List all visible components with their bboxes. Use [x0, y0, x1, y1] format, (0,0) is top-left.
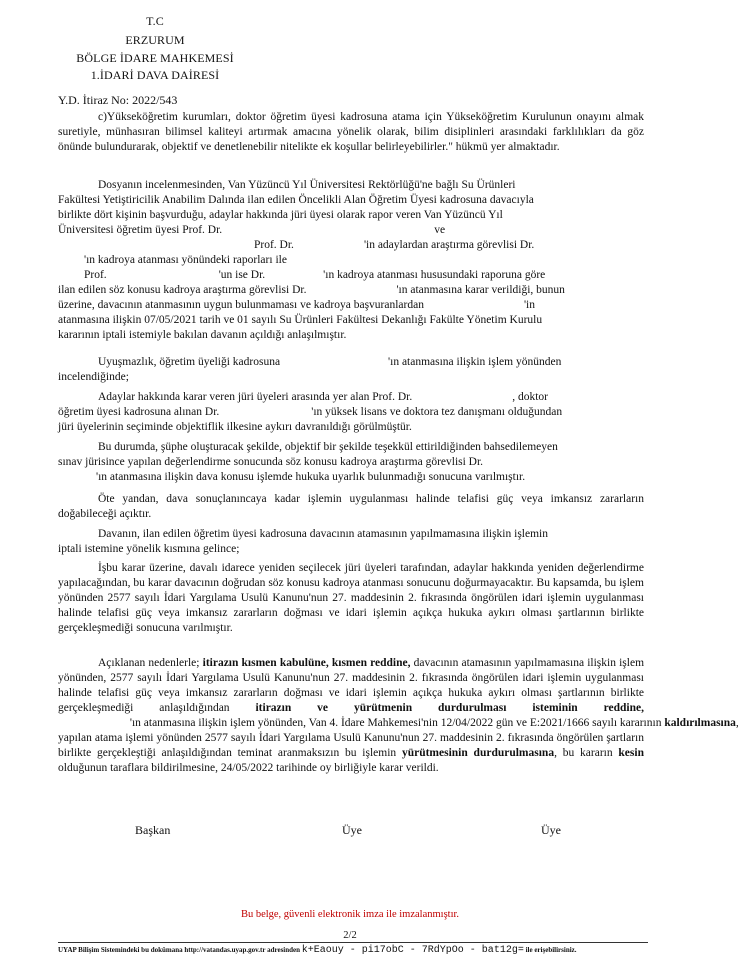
text-line: üzerine, davacının atanmasının uygun bulunmaması ve kadroya başvuranlardan 'in: [58, 299, 535, 311]
signature-president: Başkan: [135, 823, 171, 837]
paragraph-jury: Adaylar hakkında karar veren jüri üyeleri arasında yer alan Prof. Dr. , doktor öğretim üyesi kadrosuna alınan Dr. 'ın yüksek lisans ve doktora tez danışmanı olduğundan jüri üyelerinin seçiminde objektiflik ilkesine aykırı davranıldığı görülmüştür.: [58, 391, 563, 433]
paragraph-law-text: c)Yükseköğretim kurumları, doktor öğretim üyesi kadrosuna atama için Yükseköğretim Kurulunun onayını almak suretiyle, münhasıran bilimsel kaliteyi artırmak amacına yönelik olarak, bilim disiplinleri arasındaki farklılıkları da göz önünde bulundurarak, objektif ve denetlenebilir nitelikte ek koşullar belirleyebilirler." hükmü yer almaktadır.: [58, 111, 644, 153]
text-line: atanmasına ilişkin 07/05/2021 tarih ve 01 sayılı Su Ürünleri Fakültesi Dekanlığı Fakülte Yönetim Kurulu: [58, 314, 543, 326]
text-line: Prof. Dr. 'in adaylardan araştırma görevlisi Dr.: [254, 239, 535, 251]
signature-member-1: Üye: [342, 823, 362, 837]
paragraph-annulment-request: Davanın, ilan edilen öğretim üyesi kadrosuna davacının atamasının yapılmamasına ilişkin işlemin iptali istemine yönelik kısmına gelince;: [58, 528, 548, 555]
e-signature-notice: Bu belge, güvenli elektronik imza ile imzalanmıştır.: [240, 909, 460, 920]
text-line: birlikte dört kişinin başvurduğu, adaylar hakkında jüri üyesi olarak rapor veren Van Yüzüncü Yıl: [58, 209, 503, 221]
page-number: 2/2: [343, 930, 357, 941]
case-number: Y.D. İtiraz No: 2022/543: [58, 93, 178, 107]
text-line: Fakültesi Yetiştiricilik Anabilim Dalında ilan edilen Öncelikli Alan Öğretim Üyesi kadrosuna davacıyla: [58, 194, 534, 206]
text-line: kararının iptali istemiyle bakılan davanın açıldığı anlaşılmıştır.: [58, 329, 347, 341]
text-line: Üniversitesi öğretim üyesi Prof. Dr. ve: [58, 224, 446, 236]
signature-member-2: Üye: [541, 823, 561, 837]
header-city: ERZURUM: [125, 33, 185, 47]
footer-divider: [58, 942, 648, 943]
header-court: BÖLGE İDARE MAHKEMESİ: [76, 51, 234, 65]
text-line: 'ın kadroya atanması yönündeki raporları ile: [84, 254, 287, 266]
paragraph-dispute: Uyuşmazlık, öğretim üyeliği kadrosuna 'ın atanmasına ilişkin işlem yönünden incelendiğinde;: [58, 356, 562, 383]
text-line: Dosyanın incelenmesinden, Van Yüzüncü Yıl Üniversitesi Rektörlüğü'ne bağlı Su Ürünleri: [98, 179, 516, 191]
text-line: ilan edilen söz konusu kadroya araştırma görevlisi Dr. 'ın atanmasına karar verildiği, bunun: [58, 284, 565, 296]
verification-code: k+Eaouy - pi17obC - 7RdYpOo - bat12g=: [301, 945, 524, 956]
paragraph-irreparable-harm: Öte yandan, dava sonuçlanıncaya kadar işlemin uygulanması halinde telafisi güç veya imkansız zararların doğabileceği açıktır.: [58, 493, 644, 520]
uyap-verification-line: UYAP Bilişim Sistemindeki bu dokümana http://vatandas.uyap.gov.tr adresinden k+Eaouy - pi17obC - 7RdYpOo - bat12g= ile erişebilirsiniz.: [58, 945, 577, 956]
text-line: Prof. 'un ise Dr. 'ın kadroya atanması hususundaki raporuna göre: [84, 269, 546, 281]
paragraph-case-review: [58, 178, 644, 343]
paragraph-judgment: Açıklanan nedenlerle; itirazın kısmen kabulüne, kısmen reddine, davacının atamasının yapılmamasına ilişkin işlem yönünden, 2577 sayılı İdari Yargılama Usulü Kanunu'nun 27. maddesinin 2. fıkrasında öngörülen idari işlemin uygulanması halinde telafisi güç veya imkansız zararların doğması ve idari işlemin açıkça hukuka aykırı olması şartlarının birlikte gerçekleşmediği anlaşıldığından itirazın ve yürütmenin durdurulması isteminin reddine, 'ın atanmasına ilişkin işlem yönünden, Van 4. İdare Mahkemesi'nin 12/04/2022 gün ve E:2021/1666 sayılı kararının kaldırılmasına, yapılan atama işlemi yönünden 2577 sayılı İdari Yargılama Usulü Kanunu'nun 27. maddesinin 2. fıkrasında öngörülen şartların birlikte gerçekleştiği anlaşıldığından teminat aranmaksızın bu işlemin yürütmesinin durdurulmasına, bu kararın kesin olduğunun taraflara bildirilmesine, 24/05/2022 tarihinde oy birliğiyle karar verildi.: [58, 657, 739, 774]
header-chamber: 1.İDARİ DAVA DAİRESİ: [90, 68, 220, 82]
paragraph-conclusion-unlawful: Bu durumda, şüphe oluşturacak şekilde, objektif bir şekilde teşekkül ettirildiğinden bahsedilemeyen sınav jürisince yapılan değerlendirme sonucunda söz konusu kadroya araştırma görevlisi Dr. 'ın atanmasına ilişkin dava konusu işlemde hukuka uyarlık bulunmadığı sonucuna varılmıştır.: [58, 441, 558, 483]
paragraph-reevaluation: İşbu karar üzerine, davalı idarece yeniden seçilecek jüri üyeleri tarafından, adaylar hakkında yeniden değerlendirme yapılacağından, bu karar davacının doğrudan söz konusu kadroya atanması sonucunu doğurmayacaktır. Bu kapsamda, bu işlem yönünden 2577 sayılı İdari Yargılama Usulü Kanunu'nun 27. maddesinin 2. fıkrasında öngörülen idari işlemin uygulanması halinde telafisi güç veya imkansız zararların doğması ve idari işlemin açıkça hukuka aykırı olması şartlarının birlikte gerçekleşmediği sonucuna varılmıştır.: [58, 562, 644, 634]
header-tc: T.C: [146, 14, 164, 28]
